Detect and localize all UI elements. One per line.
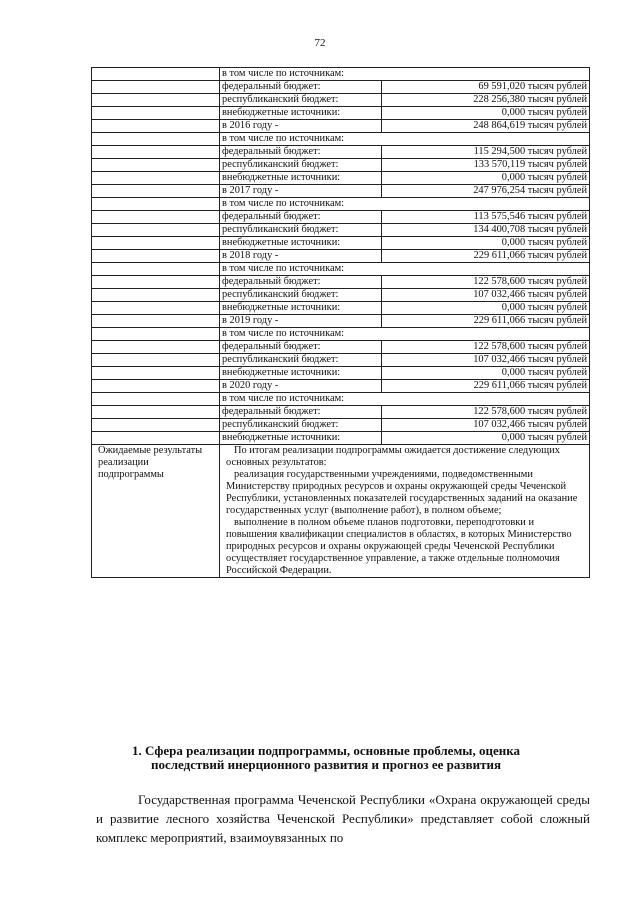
left-empty-cell (92, 211, 220, 224)
extra-amount-cell: 0,000 тысяч рублей (382, 432, 590, 445)
table-row (92, 419, 590, 432)
year-label-cell: в 2016 году - (220, 120, 382, 133)
republic-label-cell: республиканский бюджет: (220, 419, 382, 432)
left-empty-cell (92, 146, 220, 159)
table-row (92, 315, 590, 328)
table-row (92, 328, 590, 341)
expected-results-label: Ожидаемые результаты реализации подпрограммы (92, 445, 220, 578)
year-amount-cell: 229 611,066 тысяч рублей (382, 250, 590, 263)
left-empty-cell (92, 354, 220, 367)
republic-amount-cell: 107 032,466 тысяч рублей (382, 354, 590, 367)
left-empty-cell (92, 367, 220, 380)
federal-amount-cell: 113 575,546 тысяч рублей (382, 211, 590, 224)
table-row (92, 367, 590, 380)
federal-label-cell: федеральный бюджет: (220, 276, 382, 289)
source-breakdown-cell: в том числе по источникам: (220, 328, 590, 341)
table-row (92, 432, 590, 445)
republic-amount-cell: 228 256,380 тысяч рублей (382, 94, 590, 107)
extra-amount-cell: 0,000 тысяч рублей (382, 172, 590, 185)
republic-amount-cell: 107 032,466 тысяч рублей (382, 419, 590, 432)
year-amount-cell: 229 611,066 тысяч рублей (382, 315, 590, 328)
extra-label-cell: внебюджетные источники: (220, 237, 382, 250)
table-row (92, 94, 590, 107)
republic-label-cell: республиканский бюджет: (220, 289, 382, 302)
extra-label-cell: внебюджетные источники: (220, 302, 382, 315)
budget-table-body (92, 68, 590, 578)
left-empty-cell (92, 94, 220, 107)
year-amount-cell: 229 611,066 тысяч рублей (382, 380, 590, 393)
extra-amount-cell: 0,000 тысяч рублей (382, 367, 590, 380)
republic-amount-cell: 107 032,466 тысяч рублей (382, 289, 590, 302)
left-empty-cell (92, 81, 220, 94)
federal-label-cell: федеральный бюджет: (220, 211, 382, 224)
table-row (92, 237, 590, 250)
year-label-cell: в 2017 году - (220, 185, 382, 198)
table-row (92, 185, 590, 198)
left-empty-cell (92, 133, 220, 146)
left-empty-cell (92, 120, 220, 133)
federal-amount-cell: 69 591,020 тысяч рублей (382, 81, 590, 94)
left-empty-cell (92, 198, 220, 211)
extra-amount-cell: 0,000 тысяч рублей (382, 302, 590, 315)
federal-amount-cell: 122 578,600 тысяч рублей (382, 406, 590, 419)
federal-label-cell: федеральный бюджет: (220, 341, 382, 354)
table-row (92, 146, 590, 159)
table-row (92, 276, 590, 289)
left-empty-cell (92, 185, 220, 198)
table-row (92, 107, 590, 120)
republic-label-cell: республиканский бюджет: (220, 159, 382, 172)
left-empty-cell (92, 68, 220, 81)
source-breakdown-cell: в том числе по источникам: (220, 133, 590, 146)
left-empty-cell (92, 328, 220, 341)
table-row (92, 406, 590, 419)
expected-results-content (220, 445, 590, 578)
year-label-cell: в 2019 году - (220, 315, 382, 328)
republic-label-cell: республиканский бюджет: (220, 224, 382, 237)
table-row (92, 263, 590, 276)
left-empty-cell (92, 289, 220, 302)
table-row (92, 159, 590, 172)
table-row (92, 120, 590, 133)
table-row (92, 68, 590, 81)
section-heading: 1. Сфера реализации подпрограммы, основные проблемы, оценка последствий инерционного развития и прогноз ее развития (131, 743, 520, 772)
left-empty-cell (92, 341, 220, 354)
expected-results-intro: По итогам реализации подпрограммы ожидается достижение следующих основных результатов: (226, 445, 560, 468)
left-empty-cell (92, 159, 220, 172)
left-empty-cell (92, 380, 220, 393)
left-empty-cell (92, 276, 220, 289)
table-row (92, 380, 590, 393)
federal-amount-cell: 122 578,600 тысяч рублей (382, 276, 590, 289)
table-row (92, 224, 590, 237)
left-empty-cell (92, 263, 220, 276)
republic-label-cell: республиканский бюджет: (220, 94, 382, 107)
federal-label-cell: федеральный бюджет: (220, 406, 382, 419)
table-row (92, 393, 590, 406)
left-empty-cell (92, 250, 220, 263)
republic-label-cell: республиканский бюджет: (220, 354, 382, 367)
expected-results-row (92, 445, 590, 578)
source-breakdown-cell: в том числе по источникам: (220, 198, 590, 211)
federal-label-cell: федеральный бюджет: (220, 146, 382, 159)
left-empty-cell (92, 224, 220, 237)
extra-amount-cell: 0,000 тысяч рублей (382, 107, 590, 120)
left-empty-cell (92, 315, 220, 328)
table-row (92, 341, 590, 354)
table-row (92, 302, 590, 315)
left-empty-cell (92, 406, 220, 419)
extra-amount-cell: 0,000 тысяч рублей (382, 237, 590, 250)
source-breakdown-cell: в том числе по источникам: (220, 68, 590, 81)
left-empty-cell (92, 302, 220, 315)
left-empty-cell (92, 172, 220, 185)
left-empty-cell (92, 393, 220, 406)
year-amount-cell: 247 976,254 тысяч рублей (382, 185, 590, 198)
year-label-cell: в 2018 году - (220, 250, 382, 263)
republic-amount-cell: 133 570,119 тысяч рублей (382, 159, 590, 172)
extra-label-cell: внебюджетные источники: (220, 107, 382, 120)
expected-results-item1: реализация государственными учреждениями, подведомственными Министерству природных ресурсов и охраны окружающей среды Чеченской Республики, установленных показателей государственных заданий на оказание государственных услуг (выполнение работ), в полном объеме; (226, 469, 578, 516)
left-empty-cell (92, 237, 220, 250)
left-empty-cell (92, 432, 220, 445)
table-row (92, 172, 590, 185)
body-paragraph: Государственная программа Чеченской Республики «Охрана окружающей среды и развитие лесного хозяйства Чеченской Республики» представляет собой сложный комплекс мероприятий, взаимоувязанных по (96, 792, 590, 845)
table-row (92, 81, 590, 94)
federal-amount-cell: 122 578,600 тысяч рублей (382, 341, 590, 354)
extra-label-cell: внебюджетные источники: (220, 432, 382, 445)
table-row (92, 133, 590, 146)
expected-results-item2: выполнение в полном объеме планов подготовки, переподготовки и повышения квалификации специалистов в областях, в которых Министерство природных ресурсов и охраны окружающей среды Чеченской Республики осуществляет государственное управление, а также отдельные полномочия Российской Федерации. (226, 517, 572, 576)
extra-label-cell: внебюджетные источники: (220, 172, 382, 185)
table-row (92, 289, 590, 302)
left-empty-cell (92, 419, 220, 432)
extra-label-cell: внебюджетные источники: (220, 367, 382, 380)
year-label-cell: в 2020 году - (220, 380, 382, 393)
table-row (92, 211, 590, 224)
table-row (92, 198, 590, 211)
republic-amount-cell: 134 400,708 тысяч рублей (382, 224, 590, 237)
federal-label-cell: федеральный бюджет: (220, 81, 382, 94)
source-breakdown-cell: в том числе по источникам: (220, 393, 590, 406)
source-breakdown-cell: в том числе по источникам: (220, 263, 590, 276)
federal-amount-cell: 115 294,500 тысяч рублей (382, 146, 590, 159)
left-empty-cell (92, 107, 220, 120)
table-row (92, 250, 590, 263)
year-amount-cell: 248 864,619 тысяч рублей (382, 120, 590, 133)
page-number: 72 (314, 37, 326, 49)
budget-table (91, 67, 590, 578)
table-row (92, 354, 590, 367)
